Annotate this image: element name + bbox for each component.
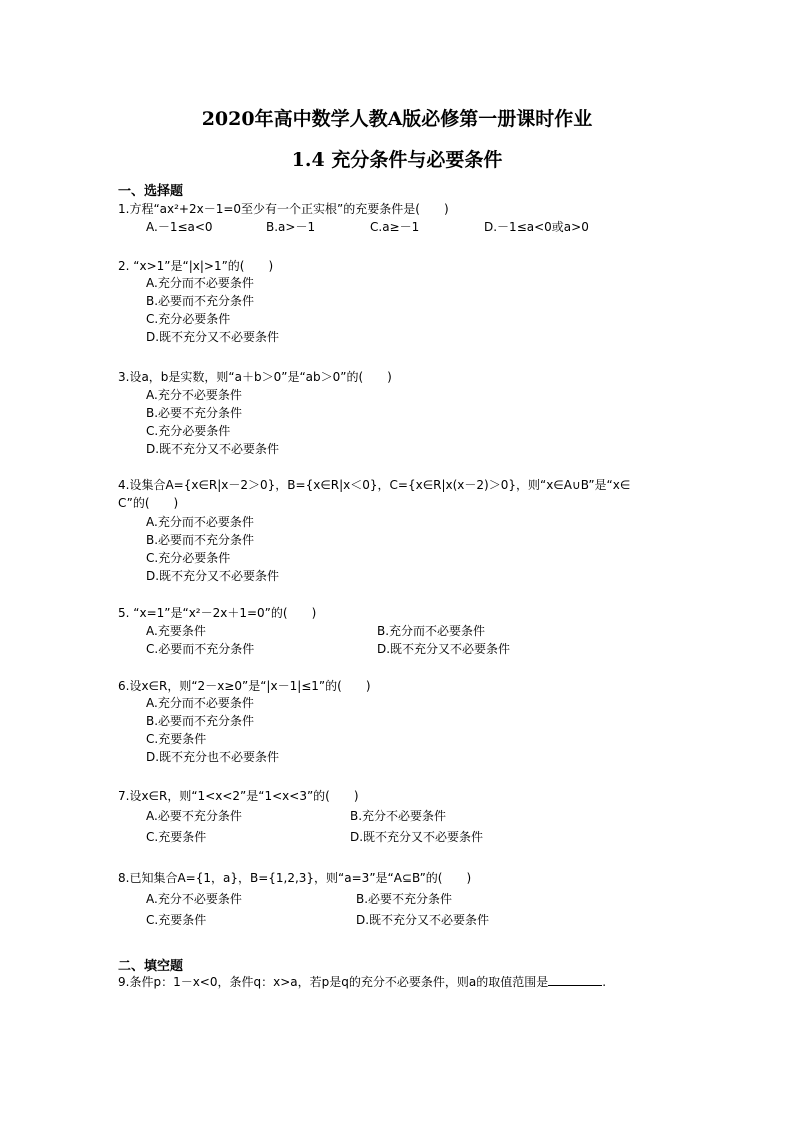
q8-option-a: A.充分不必要条件 <box>146 892 242 906</box>
q1-option-a: A.－1≤a<0 <box>146 220 213 234</box>
question-1: 1.方程“ax²+2x－1=0至少有一个正实根”的充要条件是( ) <box>118 202 449 216</box>
q7-option-d: D.既不充分又不必要条件 <box>350 830 484 844</box>
question-4-line-2: C”的( ) <box>118 496 179 510</box>
question-9 <box>118 974 606 990</box>
q3-option-c: C.充分必要条件 <box>146 424 231 438</box>
q8-option-d: D.既不充分又不必要条件 <box>356 913 490 927</box>
section-heading-fill-in: 二、填空题 <box>118 959 184 974</box>
question-3: 3.设a，b是实数，则“a＋b＞0”是“ab＞0”的( ) <box>118 370 392 384</box>
q7-option-b: B.充分不必要条件 <box>350 809 447 823</box>
question-2: 2. “x>1”是“|x|>1”的( ) <box>118 259 274 273</box>
q6-option-c: C.充要条件 <box>146 732 207 746</box>
question-4-line-1: 4.设集合A={x∈R|x－2＞0}，B={x∈R|x＜0}，C={x∈R|x(x－2)＞0}，则“x∈A∪B”是“x∈ <box>118 478 631 492</box>
q3-option-a: A.充分不必要条件 <box>146 388 242 402</box>
q2-option-c: C.充分必要条件 <box>146 312 231 326</box>
q2-option-a: A.充分而不必要条件 <box>146 276 254 290</box>
q4-option-a: A.充分而不必要条件 <box>146 515 254 529</box>
q1-option-c: C.a≥－1 <box>370 220 420 234</box>
q5-option-b: B.充分而不必要条件 <box>377 624 486 638</box>
section-heading-choice: 一、选择题 <box>118 184 184 199</box>
question-9-text: 9.条件p：1－x<0，条件q：x>a，若p是q的充分不必要条件，则a的取值范围是 <box>118 975 549 989</box>
question-5: 5. “x=1”是“x²－2x＋1=0”的( ) <box>118 606 317 620</box>
q5-option-c: C.必要而不充分条件 <box>146 642 255 656</box>
question-6: 6.设x∈R，则“2－x≥0”是“|x－1|≤1”的( ) <box>118 679 371 693</box>
q6-option-d: D.既不充分也不必要条件 <box>146 750 280 764</box>
q8-option-c: C.充要条件 <box>146 913 207 927</box>
q1-option-b: B.a>－1 <box>266 220 316 234</box>
question-8: 8.已知集合A={1，a}，B={1,2,3}，则“a=3”是“A⊆B”的( ) <box>118 871 472 885</box>
q6-option-a: A.充分而不必要条件 <box>146 696 254 710</box>
question-7: 7.设x∈R，则“1<x<2”是“1<x<3”的( ) <box>118 789 359 803</box>
q5-option-a: A.充要条件 <box>146 624 206 638</box>
q4-option-c: C.充分必要条件 <box>146 551 231 565</box>
q8-option-b: B.必要不充分条件 <box>356 892 453 906</box>
document-subtitle: 1.4 充分条件与必要条件 <box>291 149 503 171</box>
document-title: 2020年高中数学人教A版必修第一册课时作业 <box>201 108 593 130</box>
q3-option-b: B.必要不充分条件 <box>146 406 243 420</box>
q4-option-d: D.既不充分又不必要条件 <box>146 569 280 583</box>
answer-blank[interactable] <box>548 974 602 986</box>
q7-option-a: A.必要不充分条件 <box>146 809 242 823</box>
q6-option-b: B.必要而不充分条件 <box>146 714 255 728</box>
q5-option-d: D.既不充分又不必要条件 <box>377 642 511 656</box>
q4-option-b: B.必要而不充分条件 <box>146 533 255 547</box>
q2-option-d: D.既不充分又不必要条件 <box>146 330 280 344</box>
q3-option-d: D.既不充分又不必要条件 <box>146 442 280 456</box>
q2-option-b: B.必要而不充分条件 <box>146 294 255 308</box>
q7-option-c: C.充要条件 <box>146 830 207 844</box>
q1-option-d: D.－1≤a<0或a>0 <box>484 220 589 234</box>
question-9-end: . <box>602 975 607 989</box>
